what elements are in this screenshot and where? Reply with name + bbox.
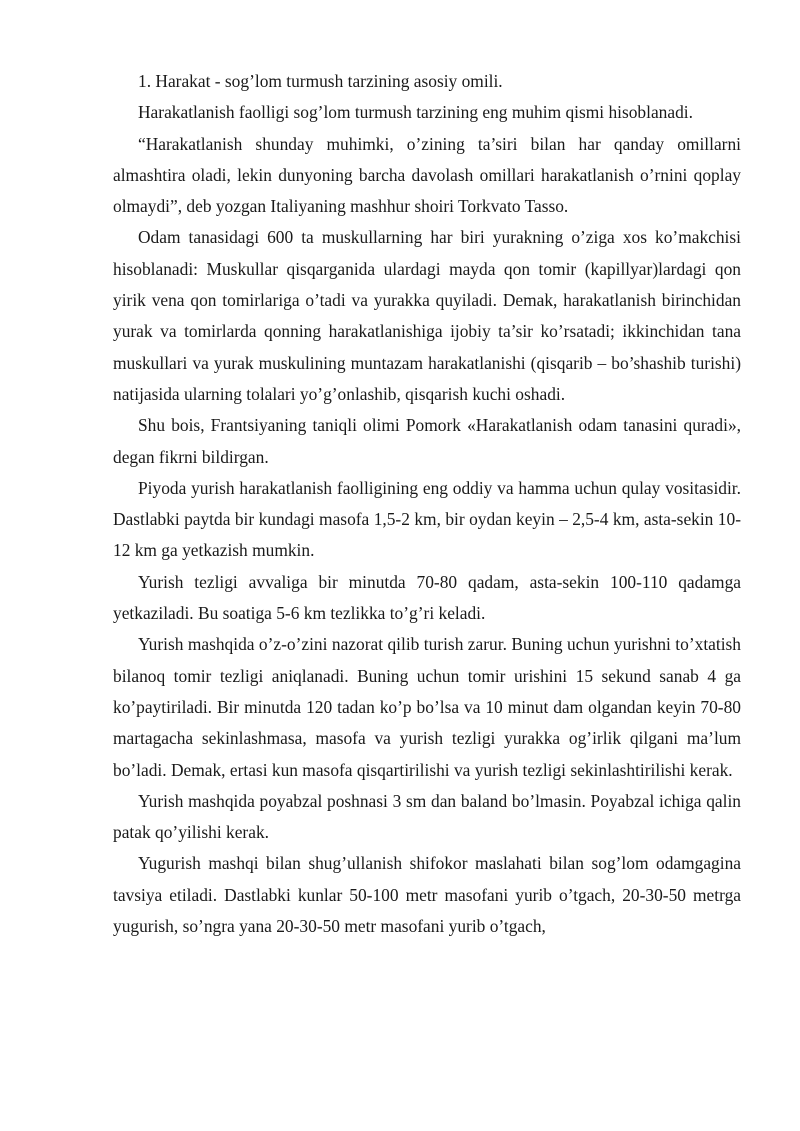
paragraph: Yugurish mashqi bilan shug’ullanish shifokor maslahati bilan sog’lom odamgagina tavsiya etiladi. Dastlabki kunlar 50-100 metr masofani yurib o’tgach, 20-30-50 metrga yugurish, so’ngra yana 20-30-50 metr masofani yurib o’tgach, [113,853,741,937]
paragraph: Shu bois, Frantsiyaning taniqli olimi Pomork «Harakatlanish odam tanasini quradi», degan fikrni bildirgan. [113,415,741,467]
paragraph: Yurish mashqida poyabzal poshnasi 3 sm dan baland bo’lmasin. Poyabzal ichiga qalin patak qo’yilishi kerak. [113,790,741,843]
section-heading: 1. Harakat - sog’lom turmush tarzining asosiy omili. [138,71,503,91]
document-page [113,66,741,942]
paragraph: Harakatlanish faolligi sog’lom turmush tarzining eng muhim qismi hisoblanadi. [138,102,693,123]
paragraph: Yurish mashqida o’z-o’zini nazorat qilib turish zarur. Buning uchun yurishni to’xtatish bilanoq tomir tezligi aniqlanadi. Buning uchun tomir urishini 15 sekund sanab 4 ga ko’paytiriladi. Bir minutda 120 tadan ko’p bo’lsa va 10 minut dam olgandan keyin 70-80 martagacha sekinlashmasa, masofa va yurish tezligi yurakka og’irlik qilgani ma’lum bo’ladi. Demak, ertasi kun masofa qisqartirilishi va yurish tezligi sekinlashtirilishi kerak. [113,634,741,780]
paragraph: Yurish tezligi avvaliga bir minutda 70-80 qadam, asta-sekin 100-110 qadamga yetkaziladi. Bu soatiga 5-6 km tezlikka to’g’ri keladi. [113,571,741,624]
paragraph: Odam tanasidagi 600 ta muskullarning har biri yurakning o’ziga xos ko’makchisi hisoblanadi: Muskullar qisqarganida ulardagi mayda qon tomir (kapillyar)lardagi qon yirik vena qon tomirlariga o’tadi va yurakka quyiladi. Demak, harakatlanish birinchidan yurak va tomirlarda qonning harakatlanishiga ijobiy ta’sir ko’rsatadi; ikkinchidan tana muskullari va yurak muskulining muntazam harakatlanishi (qisqarib – bo’shashib turishi) natijasida ularning tolalari yo’g’onlashib, qisqarish kuchi oshadi. [113,227,741,404]
paragraph: “Harakatlanish shunday muhimki, o’zining ta’siri bilan har qanday omillarni almashtira oladi, lekin dunyoning barcha davolash omillari harakatlanish o’rnini qoplay olmaydi”, deb yozgan Italiyaning mashhur shoiri Torkvato Tasso. [113,133,741,217]
paragraph: Piyoda yurish harakatlanish faolligining eng oddiy va hamma uchun qulay vositasidir. Dastlabki paytda bir kundagi masofa 1,5-2 km, bir oydan keyin – 2,5-4 km, asta-sekin 10-12 km ga yetkazish mumkin. [113,477,741,561]
